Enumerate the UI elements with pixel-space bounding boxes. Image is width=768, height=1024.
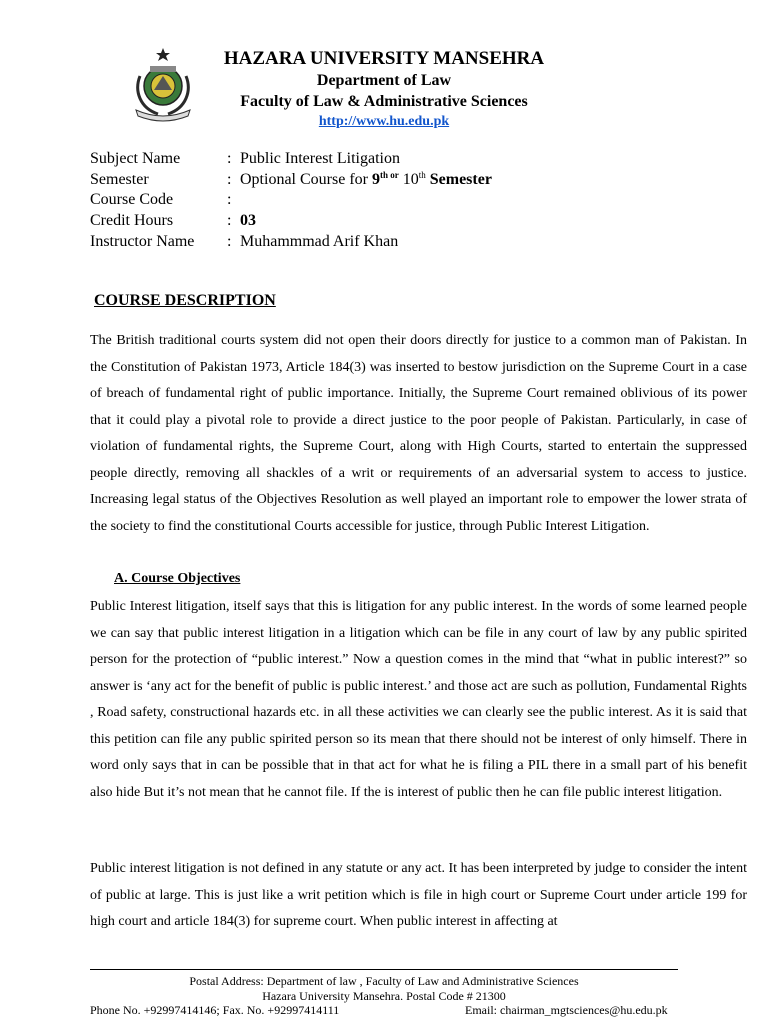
colon: :: [227, 233, 232, 250]
university-name: HAZARA UNIVERSITY MANSEHRA: [223, 48, 545, 69]
footer-divider: [90, 969, 678, 970]
footer-phone: Phone No. +92997414146; Fax. No. +92997414111: [90, 1003, 340, 1017]
instructor-value: Muhammmad Arif Khan: [240, 233, 399, 250]
code-label: Course Code: [90, 191, 174, 208]
footer-postal-address: Postal Address: Department of law , Faculty of Law and Administrative Sciences: [189, 974, 579, 988]
credit-value: 03: [240, 212, 256, 229]
colon: :: [227, 212, 232, 229]
objectives-paragraph-1: Public Interest litigation, itself says that this is litigation for any public interest. In the words of some learned people we can say that public interest litigation in a litigation which can be file in any court of law by any public spirited person for the protection of “public interest.” Now a question comes in the mind that “what in public interest?” so answer is ‘any act for the benefit of public is public interest.’ and those act are such as pollution, Fundamental Rights , Road safety, constructional hazards etc. in all these activities we can clearly see the public interest. As it is said that this petition can file any public spirited person so its mean that there should not be interest of only himself. There in word only says that in can be possible that in that act for what he is filing a PIL there in a small part of his benefit also hide But it’s not mean that he cannot file. If the is interest of public then he can file public interest litigation.: [90, 599, 747, 800]
instructor-label: Instructor Name: [90, 233, 195, 250]
colon: :: [227, 191, 232, 208]
colon: :: [227, 150, 232, 167]
faculty-name: Faculty of Law & Administrative Sciences: [240, 93, 528, 110]
university-link[interactable]: http://www.hu.edu.pk: [318, 114, 450, 129]
semester-word: Semester: [425, 171, 492, 188]
semester-9-sup: th or: [379, 170, 399, 180]
semester-value: [240, 170, 492, 190]
course-description-paragraph: The British traditional courts system did not open their doors directly for justice to a common man of Pakistan. In the Constitution of Pakistan 1973, Article 184(3) was inserted to bestow jurisdiction on the Supreme Court in a case of breach of fundamental right of public importance. Initially, the Supreme Court remained oblivious of its power that it could play a pivotal role to provide a direct justice to the poor people of Pakistan. Particularly, in case of violation of fundamental rights, the Supreme Court, along with High Courts, started to entertain the suppressed people directly, removing all shackles of a writ or requirements of an adversarial system to access to justice. Increasing legal status of the Objectives Resolution as well played an important role to empower the lower strata of the society to find the constitutional Courts accessible for justice, through Public Interest Litigation.: [90, 333, 747, 534]
semester-9: 9: [371, 171, 380, 188]
footer-postal-code: Hazara University Mansehra. Postal Code # 21300: [262, 989, 506, 1003]
objectives-paragraph-2: Public interest litigation is not defined in any statute or any act. It has been interpreted by judge to consider the intent of public at large. This is just like a writ petition which is file in high court or Supreme Court under article 199 for high court and article 184(3) for supreme court. When public interest in affecting at: [90, 861, 747, 929]
footer-email: Email: chairman_mgtsciences@hu.edu.pk: [465, 1003, 668, 1017]
semester-label: Semester: [90, 171, 149, 188]
semester-10: 10: [398, 171, 419, 188]
course-objectives-heading: A. Course Objectives: [114, 571, 241, 586]
course-description-heading: COURSE DESCRIPTION: [94, 292, 276, 309]
subject-value: Public Interest Litigation: [240, 150, 400, 167]
subject-label: Subject Name: [90, 150, 181, 167]
colon: :: [227, 171, 232, 188]
department-name: Department of Law: [316, 72, 452, 89]
semester-10-sup: th: [418, 170, 426, 180]
semester-prefix: Optional Course for: [240, 171, 372, 188]
credit-label: Credit Hours: [90, 212, 174, 229]
